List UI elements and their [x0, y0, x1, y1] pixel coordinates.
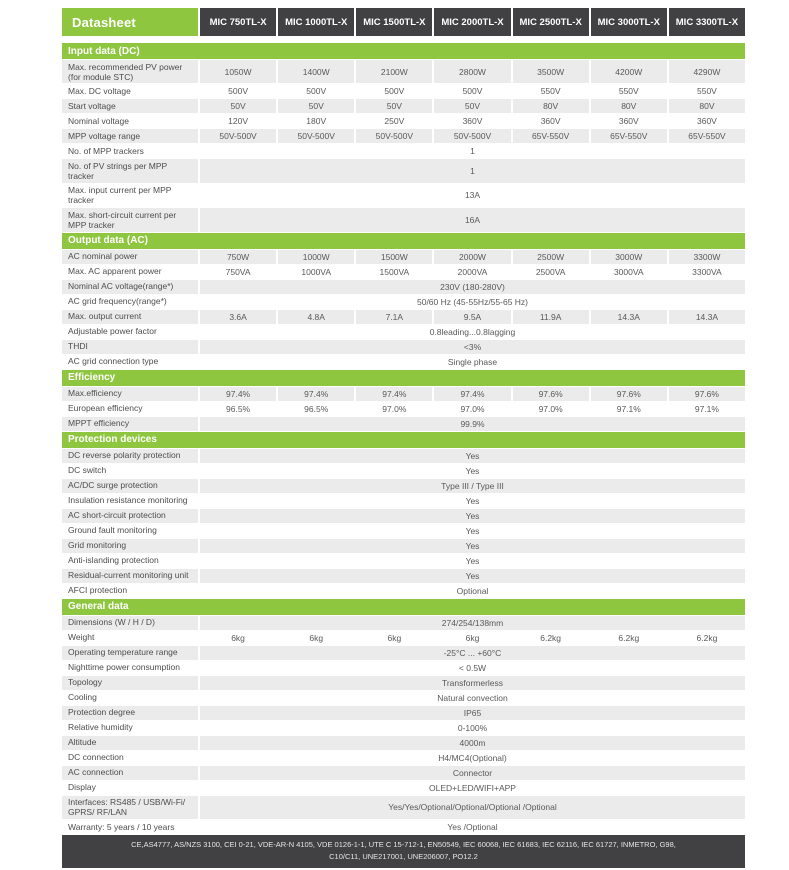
- value-cell: 3000W: [591, 250, 667, 264]
- value-cell: 50V-500V: [278, 129, 354, 143]
- value-cell: 6.2kg: [513, 631, 589, 645]
- value-cell: < 0.5W: [200, 661, 745, 675]
- table-row: [62, 60, 745, 83]
- value-cell: 3000VA: [591, 265, 667, 279]
- value-cell: 550V: [669, 84, 745, 98]
- value-cell: 2800W: [434, 60, 510, 83]
- row-label: Nominal voltage: [62, 114, 198, 128]
- value-cell: IP65: [200, 706, 745, 720]
- table-row: [62, 721, 745, 735]
- value-cell: 9.5A: [434, 310, 510, 324]
- value-cell: 50V-500V: [434, 129, 510, 143]
- table-row: [62, 159, 745, 182]
- table-row: [62, 295, 745, 309]
- table-row: [62, 631, 745, 645]
- row-label: Start voltage: [62, 99, 198, 113]
- value-cell: 13A: [200, 184, 745, 207]
- value-cell: Yes: [200, 539, 745, 553]
- value-cell: 97.4%: [434, 387, 510, 401]
- table-row: [62, 449, 745, 463]
- value-cell: 4290W: [669, 60, 745, 83]
- row-label: Warranty: 5 years / 10 years: [62, 820, 198, 834]
- value-cell: 1000VA: [278, 265, 354, 279]
- table-row: [62, 751, 745, 765]
- row-label: Topology: [62, 676, 198, 690]
- value-cell: 2500W: [513, 250, 589, 264]
- certifications-bar: CE,AS4777, AS/NZS 3100, CEI 0-21, VDE-AR-N 4105, VDE 0126-1-1, UTE C 15-712-1, EN50549, IEC 60068, IEC 61683, IEC 62116, IEC 61727, INMETRO, G98, C10/C11, UNE217001, UNE206007, PO12.2: [62, 835, 745, 868]
- value-cell: 1: [200, 144, 745, 158]
- value-cell: 180V: [278, 114, 354, 128]
- value-cell: 550V: [591, 84, 667, 98]
- value-cell: 97.4%: [356, 387, 432, 401]
- value-cell: <3%: [200, 340, 745, 354]
- value-cell: 97.1%: [669, 402, 745, 416]
- value-cell: 6kg: [278, 631, 354, 645]
- value-cell: 97.4%: [278, 387, 354, 401]
- table-row: [62, 402, 745, 416]
- value-cell: 1500W: [356, 250, 432, 264]
- value-cell: Yes /Optional: [200, 820, 745, 834]
- table-row: [62, 661, 745, 675]
- value-cell: 6.2kg: [591, 631, 667, 645]
- value-cell: 500V: [200, 84, 276, 98]
- value-cell: 360V: [513, 114, 589, 128]
- value-cell: 50V: [434, 99, 510, 113]
- row-label: Operating temperature range: [62, 646, 198, 660]
- value-cell: 4.8A: [278, 310, 354, 324]
- value-cell: H4/MC4(Optional): [200, 751, 745, 765]
- value-cell: 96.5%: [200, 402, 276, 416]
- value-cell: 97.0%: [434, 402, 510, 416]
- value-cell: 50V: [278, 99, 354, 113]
- row-label: Display: [62, 781, 198, 795]
- value-cell: 120V: [200, 114, 276, 128]
- row-label: Residual-current monitoring unit: [62, 569, 198, 583]
- value-cell: 500V: [434, 84, 510, 98]
- value-cell: 65V-550V: [591, 129, 667, 143]
- table-row: [62, 479, 745, 493]
- value-cell: 3500W: [513, 60, 589, 83]
- table-row: [62, 340, 745, 354]
- table-row: [62, 554, 745, 568]
- value-cell: 97.6%: [591, 387, 667, 401]
- value-cell: Yes: [200, 494, 745, 508]
- table-row: [62, 99, 745, 113]
- value-cell: 750W: [200, 250, 276, 264]
- value-cell: 96.5%: [278, 402, 354, 416]
- row-label: AC connection: [62, 766, 198, 780]
- row-label: Weight: [62, 631, 198, 645]
- value-cell: 80V: [591, 99, 667, 113]
- value-cell: 50V-500V: [200, 129, 276, 143]
- row-label: European efficiency: [62, 402, 198, 416]
- value-cell: 2000VA: [434, 265, 510, 279]
- value-cell: 360V: [591, 114, 667, 128]
- datasheet-title: Datasheet: [62, 8, 198, 36]
- table-row: [62, 355, 745, 369]
- value-cell: 14.3A: [669, 310, 745, 324]
- row-label: AC grid frequency(range*): [62, 295, 198, 309]
- section-header: General data: [62, 599, 745, 615]
- model-header-row: [62, 8, 745, 36]
- value-cell: 4000m: [200, 736, 745, 750]
- value-cell: Optional: [200, 584, 745, 598]
- value-cell: 7.1A: [356, 310, 432, 324]
- value-cell: -25°C ... +60°C: [200, 646, 745, 660]
- row-label: Ground fault monitoring: [62, 524, 198, 538]
- value-cell: 360V: [434, 114, 510, 128]
- value-cell: 6kg: [434, 631, 510, 645]
- section-header: Efficiency: [62, 370, 745, 386]
- value-cell: Single phase: [200, 355, 745, 369]
- table-row: [62, 706, 745, 720]
- value-cell: 230V (180-280V): [200, 280, 745, 294]
- row-label: Max. short-circuit current per MPP tracker: [62, 208, 198, 231]
- table-row: [62, 184, 745, 207]
- row-label: MPP voltage range: [62, 129, 198, 143]
- row-label: AC nominal power: [62, 250, 198, 264]
- model-header-cell: MIC 3000TL-X: [591, 8, 667, 36]
- table-row: [62, 129, 745, 143]
- value-cell: 16A: [200, 208, 745, 231]
- table-row: [62, 691, 745, 705]
- table-row: [62, 464, 745, 478]
- value-cell: 97.0%: [356, 402, 432, 416]
- table-row: [62, 569, 745, 583]
- table-row: [62, 84, 745, 98]
- table-row: [62, 310, 745, 324]
- value-cell: 97.1%: [591, 402, 667, 416]
- value-cell: 1050W: [200, 60, 276, 83]
- model-header-cell: MIC 750TL-X: [200, 8, 276, 36]
- value-cell: 97.6%: [513, 387, 589, 401]
- row-label: DC reverse polarity protection: [62, 449, 198, 463]
- value-cell: 6kg: [356, 631, 432, 645]
- value-cell: 1: [200, 159, 745, 182]
- row-label: Max. AC apparent power: [62, 265, 198, 279]
- value-cell: 11.9A: [513, 310, 589, 324]
- table-body: [62, 43, 745, 834]
- row-label: Insulation resistance monitoring: [62, 494, 198, 508]
- table-row: [62, 144, 745, 158]
- model-header-cell: MIC 2000TL-X: [434, 8, 510, 36]
- value-cell: 4200W: [591, 60, 667, 83]
- row-label: Anti-islanding protection: [62, 554, 198, 568]
- value-cell: 750VA: [200, 265, 276, 279]
- value-cell: 0-100%: [200, 721, 745, 735]
- row-label: Max. recommended PV power (for module STC): [62, 60, 198, 83]
- row-label: Max. DC voltage: [62, 84, 198, 98]
- row-label: Interfaces: RS485 / USB/Wi-Fi/ GPRS/ RF/LAN: [62, 796, 198, 819]
- value-cell: 500V: [278, 84, 354, 98]
- value-cell: Transformerless: [200, 676, 745, 690]
- value-cell: Yes/Yes/Optional/Optional/Optional /Optional: [200, 796, 745, 819]
- row-label: MPPT efficiency: [62, 417, 198, 431]
- model-header-cell: MIC 1500TL-X: [356, 8, 432, 36]
- value-cell: Type III / Type III: [200, 479, 745, 493]
- row-label: Nighttime power consumption: [62, 661, 198, 675]
- row-label: Grid monitoring: [62, 539, 198, 553]
- table-row: [62, 250, 745, 264]
- table-row: [62, 736, 745, 750]
- value-cell: Natural convection: [200, 691, 745, 705]
- row-label: AC/DC surge protection: [62, 479, 198, 493]
- table-row: [62, 584, 745, 598]
- value-cell: 1000W: [278, 250, 354, 264]
- value-cell: 360V: [669, 114, 745, 128]
- row-label: Max.efficiency: [62, 387, 198, 401]
- row-label: Cooling: [62, 691, 198, 705]
- value-cell: 2500VA: [513, 265, 589, 279]
- value-cell: Yes: [200, 509, 745, 523]
- value-cell: 3300VA: [669, 265, 745, 279]
- value-cell: 250V: [356, 114, 432, 128]
- value-cell: 50/60 Hz (45-55Hz/55-65 Hz): [200, 295, 745, 309]
- table-row: [62, 265, 745, 279]
- value-cell: Connector: [200, 766, 745, 780]
- table-row: [62, 676, 745, 690]
- value-cell: 80V: [513, 99, 589, 113]
- value-cell: 97.6%: [669, 387, 745, 401]
- table-row: [62, 616, 745, 630]
- value-cell: Yes: [200, 524, 745, 538]
- value-cell: 6kg: [200, 631, 276, 645]
- value-cell: 1500VA: [356, 265, 432, 279]
- value-cell: Yes: [200, 554, 745, 568]
- table-row: [62, 646, 745, 660]
- row-label: No. of MPP trackers: [62, 144, 198, 158]
- table-row: [62, 208, 745, 231]
- value-cell: 2000W: [434, 250, 510, 264]
- value-cell: 1400W: [278, 60, 354, 83]
- row-label: Adjustable power factor: [62, 325, 198, 339]
- value-cell: 99.9%: [200, 417, 745, 431]
- value-cell: 3.6A: [200, 310, 276, 324]
- value-cell: Yes: [200, 449, 745, 463]
- section-header: Output data (AC): [62, 233, 745, 249]
- table-row: [62, 509, 745, 523]
- model-header-cell: MIC 3300TL-X: [669, 8, 745, 36]
- value-cell: Yes: [200, 569, 745, 583]
- value-cell: 80V: [669, 99, 745, 113]
- table-row: [62, 325, 745, 339]
- value-cell: 65V-550V: [669, 129, 745, 143]
- value-cell: OLED+LED/WIFI+APP: [200, 781, 745, 795]
- table-row: [62, 539, 745, 553]
- section-header: Protection devices: [62, 432, 745, 448]
- value-cell: 97.0%: [513, 402, 589, 416]
- value-cell: 500V: [356, 84, 432, 98]
- table-row: [62, 766, 745, 780]
- row-label: Altitude: [62, 736, 198, 750]
- row-label: AFCI protection: [62, 584, 198, 598]
- model-header-cell: MIC 2500TL-X: [513, 8, 589, 36]
- row-label: AC grid connection type: [62, 355, 198, 369]
- table-row: [62, 820, 745, 834]
- row-label: Max. input current per MPP tracker: [62, 184, 198, 207]
- value-cell: 14.3A: [591, 310, 667, 324]
- table-row: [62, 796, 745, 819]
- row-label: No. of PV strings per MPP tracker: [62, 159, 198, 182]
- value-cell: 50V: [356, 99, 432, 113]
- table-row: [62, 417, 745, 431]
- value-cell: 97.4%: [200, 387, 276, 401]
- row-label: Relative humidity: [62, 721, 198, 735]
- row-label: Max. output current: [62, 310, 198, 324]
- value-cell: 2100W: [356, 60, 432, 83]
- row-label: Dimensions (W / H / D): [62, 616, 198, 630]
- row-label: AC short-circuit protection: [62, 509, 198, 523]
- table-row: [62, 387, 745, 401]
- value-cell: 6.2kg: [669, 631, 745, 645]
- value-cell: 50V-500V: [356, 129, 432, 143]
- value-cell: Yes: [200, 464, 745, 478]
- row-label: Protection degree: [62, 706, 198, 720]
- row-label: Nominal AC voltage(range*): [62, 280, 198, 294]
- value-cell: 3300W: [669, 250, 745, 264]
- row-label: DC connection: [62, 751, 198, 765]
- value-cell: 65V-550V: [513, 129, 589, 143]
- row-label: DC switch: [62, 464, 198, 478]
- model-header-cell: MIC 1000TL-X: [278, 8, 354, 36]
- value-cell: 550V: [513, 84, 589, 98]
- table-row: [62, 114, 745, 128]
- row-label: THDI: [62, 340, 198, 354]
- value-cell: 274/254/138mm: [200, 616, 745, 630]
- table-row: [62, 494, 745, 508]
- value-cell: 50V: [200, 99, 276, 113]
- table-row: [62, 781, 745, 795]
- table-row: [62, 524, 745, 538]
- section-header: Input data (DC): [62, 43, 745, 59]
- value-cell: 0.8leading...0.8lagging: [200, 325, 745, 339]
- table-row: [62, 280, 745, 294]
